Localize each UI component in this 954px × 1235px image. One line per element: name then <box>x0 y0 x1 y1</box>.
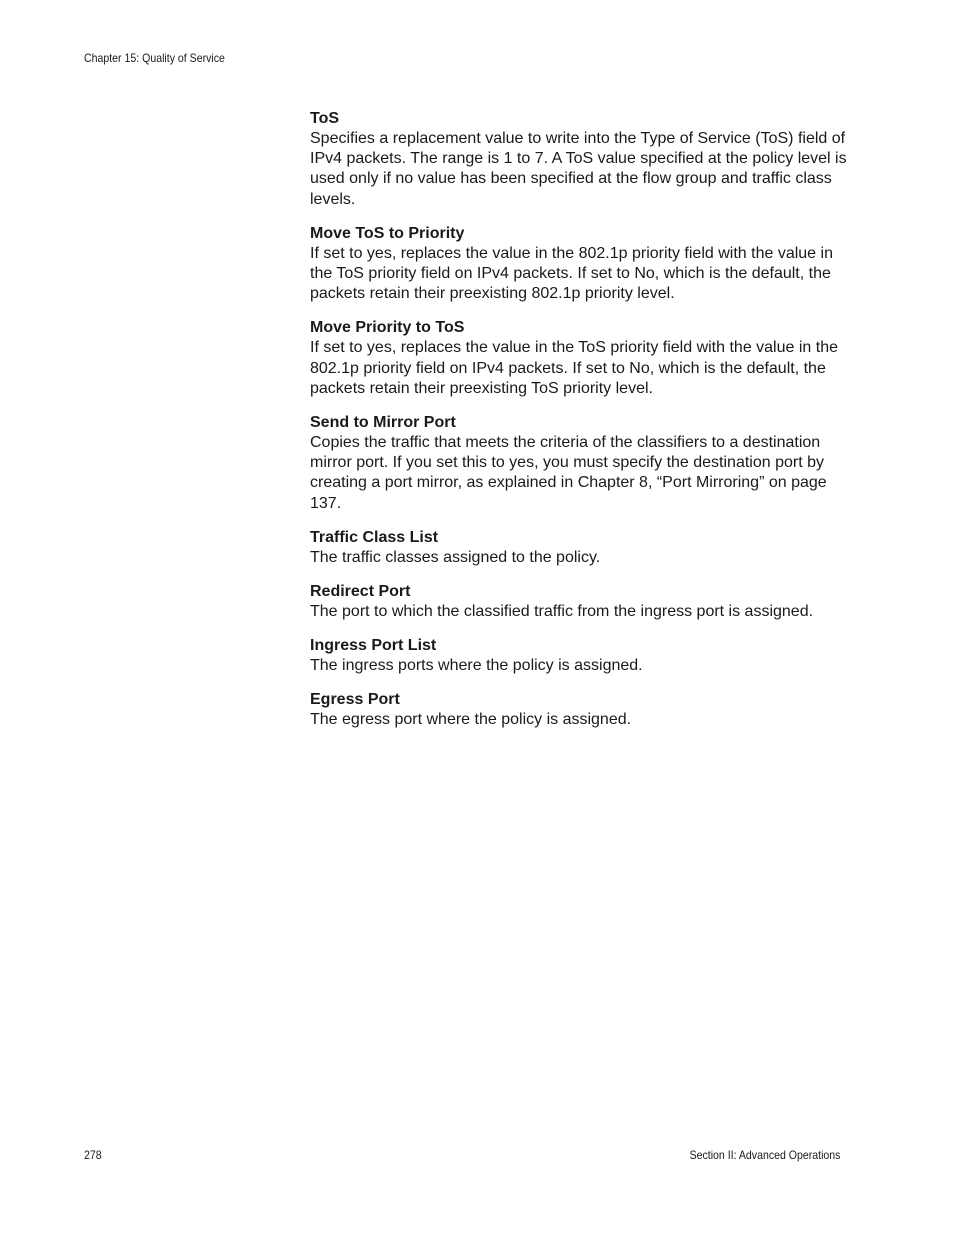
entry-move-priority-to-tos <box>310 318 850 399</box>
footer-section-title: Section II: Advanced Operations <box>689 1148 840 1162</box>
entry-move-tos-to-priority <box>310 224 850 305</box>
term-description: The ingress ports where the policy is assigned. <box>310 657 643 675</box>
entry-traffic-class-list <box>310 528 850 568</box>
entry-redirect-port <box>310 582 850 622</box>
entry-ingress-port-list <box>310 636 850 676</box>
term-title: Move ToS to Priority <box>310 224 465 242</box>
term-title: Send to Mirror Port <box>310 414 456 432</box>
term-description: The traffic classes assigned to the policy. <box>310 548 601 566</box>
entry-egress-port <box>310 690 850 730</box>
entry-send-to-mirror-port <box>310 413 850 514</box>
term-description: The port to which the classified traffic from the ingress port is assigned. <box>310 603 814 621</box>
term-title: Egress Port <box>310 691 400 709</box>
term-description: Specifies a replacement value to write into the Type of Service (ToS) field of IPv4 packets. The range is 1 to 7. A ToS value specified at the policy level is used only if no value has been specified at the flow group and traffic class levels. <box>310 130 847 208</box>
term-title: Ingress Port List <box>310 637 437 655</box>
term-title: ToS <box>310 110 340 127</box>
definition-list <box>310 109 850 745</box>
term-title: Traffic Class List <box>310 528 439 546</box>
term-description: If set to yes, replaces the value in the ToS priority field with the value in the 802.1p priority field on IPv4 packets. If set to No, which is the default, the packets retain their preexisting ToS priority level. <box>310 339 838 397</box>
term-description: Copies the traffic that meets the criteria of the classifiers to a destination mirror port. If you set this to yes, you must specify the destination port by creating a port mirror, as explained in Chapter 8, “Port Mirroring” on page 137. <box>310 434 827 512</box>
term-title: Move Priority to ToS <box>310 319 465 337</box>
page-number: 278 <box>84 1148 102 1162</box>
running-header: Chapter 15: Quality of Service <box>84 51 225 65</box>
entry-tos <box>310 109 850 210</box>
term-title: Redirect Port <box>310 583 411 601</box>
term-description: The egress port where the policy is assigned. <box>310 711 632 729</box>
term-description: If set to yes, replaces the value in the 802.1p priority field with the value in the ToS priority field on IPv4 packets. If set to No, which is the default, the packets retain their preexisting 802.1p priority level. <box>310 244 833 303</box>
